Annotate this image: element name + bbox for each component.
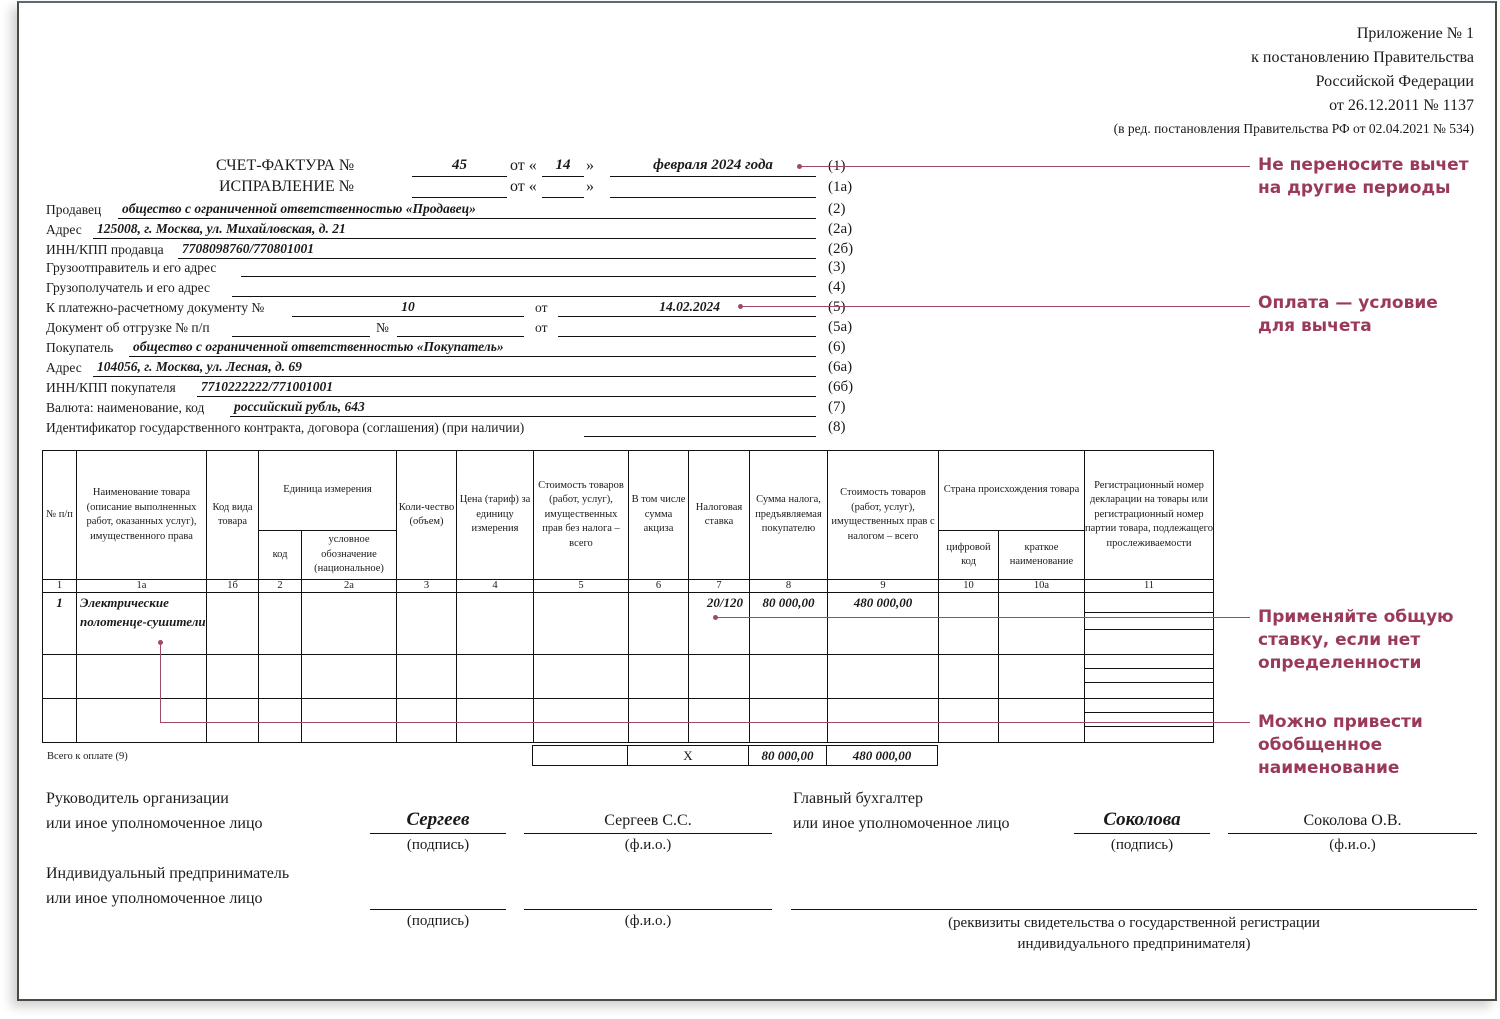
header-price: Цена (тариф) за единицу измерения bbox=[457, 451, 534, 580]
field-label: Адрес bbox=[46, 222, 82, 237]
field-label: К платежно-расчетному документу № bbox=[46, 300, 265, 315]
appendix-title: Приложение № 1 bbox=[1356, 25, 1474, 42]
col-number: 5 bbox=[534, 580, 629, 593]
signature-caption: (подпись) bbox=[406, 837, 470, 853]
signature-caption: (подпись) bbox=[406, 913, 470, 929]
field-value: 7710222222/771001001 bbox=[201, 379, 334, 394]
invoice-from-label: от « bbox=[510, 157, 537, 174]
ip-registration-caption bbox=[791, 913, 1477, 955]
row-registration-number bbox=[1085, 699, 1214, 743]
col-number: 10а bbox=[999, 580, 1085, 593]
field-value: общество с ограниченной ответственностью «Покупатель» bbox=[133, 339, 504, 354]
header-total-with-tax: Стоимость товаров (работ, услуг), имущественных прав с налогом – всего bbox=[828, 451, 939, 580]
payment-doc-number: 10 bbox=[401, 299, 415, 314]
field-label: Грузополучатель и его адрес bbox=[46, 280, 211, 295]
total-sum: 480 000,00 bbox=[827, 746, 938, 766]
field-label: Адрес bbox=[46, 360, 82, 375]
field-value: 125008, г. Москва, ул. Михайловская, д. 21 bbox=[97, 221, 346, 236]
code-1a: (1а) bbox=[828, 179, 853, 195]
callout-line bbox=[160, 643, 161, 723]
callout-line bbox=[160, 722, 1250, 723]
close-quote: » bbox=[586, 178, 594, 195]
header-country-code: цифровой код bbox=[939, 531, 999, 580]
annotation-text: наименование bbox=[1258, 758, 1400, 778]
total-tax: 80 000,00 bbox=[749, 746, 827, 766]
field-value: 104056, г. Москва, ул. Лесная, д. 69 bbox=[97, 359, 302, 374]
ip-label-line-1: Индивидуальный предприниматель bbox=[46, 865, 290, 882]
row-country-code bbox=[939, 593, 999, 655]
field-value: российский рубль, 643 bbox=[234, 399, 365, 414]
annotation-text: ставку, если нет bbox=[1258, 630, 1421, 650]
col-number: 6 bbox=[629, 580, 689, 593]
appendix-line-3: Российской Федерации bbox=[1315, 73, 1474, 90]
annotation-general-rate bbox=[1258, 606, 1454, 675]
field-label: Валюта: наименование, код bbox=[46, 400, 205, 415]
name-caption: (ф.и.о.) bbox=[624, 837, 672, 853]
header-cost-no-tax: Стоимость товаров (работ, услуг), имущественных прав без налога – всего bbox=[534, 451, 629, 580]
row-total-with-tax: 480 000,00 bbox=[828, 593, 939, 655]
col-number: 1 bbox=[43, 580, 77, 593]
field-label: Продавец bbox=[46, 202, 102, 217]
close-quote: » bbox=[586, 157, 594, 174]
chief-label-line-2: или иное уполномоченное лицо bbox=[793, 815, 1010, 832]
name-caption: (ф.и.о.) bbox=[1329, 837, 1376, 853]
annotation-text: Не переносите вычет bbox=[1258, 155, 1469, 175]
name-caption: (ф.и.о.) bbox=[624, 913, 672, 929]
callout-line bbox=[800, 166, 1250, 167]
invoice-table bbox=[42, 450, 1214, 743]
header-country-name: краткое наименование bbox=[999, 531, 1085, 580]
col-number: 1б bbox=[207, 580, 259, 593]
annotation-text: обобщенное bbox=[1258, 735, 1383, 755]
col-number: 7 bbox=[689, 580, 750, 593]
row-unit-name bbox=[302, 593, 397, 655]
row-unit-code bbox=[259, 593, 302, 655]
head-label-line-2: или иное уполномоченное лицо bbox=[46, 815, 263, 832]
header-registration-number: Регистрационный номер декларации на товары или регистрационный номер партии товара, подлежащего прослеживаемости bbox=[1085, 451, 1214, 580]
field-code: (6б) bbox=[828, 379, 854, 395]
annotation-text: Оплата — условие bbox=[1258, 293, 1438, 313]
field-value: общество с ограниченной ответственностью «Продавец» bbox=[122, 201, 476, 216]
header-tax-rate: Налоговая ставка bbox=[689, 451, 750, 580]
appendix-line-4: от 26.12.2011 № 1137 bbox=[1329, 97, 1474, 114]
invoice-month-year: февраля 2024 года bbox=[653, 157, 773, 173]
col-number: 8 bbox=[750, 580, 828, 593]
callout-line bbox=[716, 617, 1250, 618]
ip-reg-caption-line-1: (реквизиты свидетельства о государственной регистрации bbox=[948, 915, 1320, 931]
row-price bbox=[457, 593, 534, 655]
annotation-text: Применяйте общую bbox=[1258, 607, 1454, 627]
invoice-day: 14 bbox=[555, 157, 571, 173]
row-cost-no-tax bbox=[534, 593, 629, 655]
row-tax-amount: 80 000,00 bbox=[750, 593, 828, 655]
header-country-group: Страна происхождения товара bbox=[939, 451, 1085, 531]
header-num: № п/п bbox=[43, 451, 77, 580]
column-numbers-row bbox=[43, 580, 1214, 593]
field-code: (5а) bbox=[828, 319, 853, 335]
code-1: (1) bbox=[828, 158, 846, 174]
col-number: 11 bbox=[1085, 580, 1214, 593]
col-number: 10 bbox=[939, 580, 999, 593]
field-code: (2) bbox=[828, 201, 846, 217]
col-number: 1а bbox=[77, 580, 207, 593]
field-code: (7) bbox=[828, 399, 846, 415]
field-label: Грузоотправитель и его адрес bbox=[46, 260, 217, 275]
signature-caption: (подпись) bbox=[1110, 837, 1174, 853]
field-label: ИНН/КПП покупателя bbox=[46, 380, 176, 395]
correction-from-label: от « bbox=[510, 178, 537, 195]
total-excise: X bbox=[628, 746, 749, 766]
header-tax-amount: Сумма налога, предъявляемая покупателю bbox=[750, 451, 828, 580]
field-from-label: от bbox=[535, 320, 548, 335]
header-quantity: Коли-чество (объем) bbox=[397, 451, 457, 580]
field-label: Идентификатор государственного контракта, договора (соглашения) (при наличии) bbox=[46, 420, 525, 435]
correction-label: ИСПРАВЛЕНИЕ № bbox=[219, 178, 355, 195]
table-row bbox=[43, 593, 1214, 655]
total-label: Всего к оплате (9) bbox=[47, 751, 128, 762]
callout-line bbox=[741, 306, 1250, 307]
col-number: 9 bbox=[828, 580, 939, 593]
col-number: 2а bbox=[302, 580, 397, 593]
annotation-deduction-period bbox=[1258, 154, 1469, 200]
invoice-title-label: СЧЕТ-ФАКТУРА № bbox=[216, 157, 355, 174]
row-excise bbox=[629, 593, 689, 655]
chief-accountant-label bbox=[793, 786, 1010, 836]
field-code: (2а) bbox=[828, 221, 853, 237]
head-signature: Сергеев bbox=[406, 809, 470, 830]
field-code: (3) bbox=[828, 259, 846, 275]
row-registration-number bbox=[1085, 655, 1214, 699]
ip-label bbox=[46, 861, 289, 911]
item-name-text: Электрические полотенце-сушители bbox=[80, 595, 206, 629]
col-number: 2 bbox=[259, 580, 302, 593]
ip-label-line-2: или иное уполномоченное лицо bbox=[46, 890, 263, 907]
appendix-header bbox=[1251, 22, 1474, 118]
field-code: (8) bbox=[828, 419, 846, 435]
invoice-number: 45 bbox=[452, 157, 467, 173]
field-label: Документ об отгрузке № п/п bbox=[46, 320, 210, 335]
head-name: Сергеев С.С. bbox=[604, 812, 692, 829]
field-code: (4) bbox=[828, 279, 846, 295]
annotation-payment-condition bbox=[1258, 292, 1438, 338]
annotation-text: Можно привести bbox=[1258, 712, 1423, 732]
field-code: (6а) bbox=[828, 359, 853, 375]
totals-table bbox=[532, 745, 938, 766]
field-code: (2б) bbox=[828, 241, 854, 257]
field-label: ИНН/КПП продавца bbox=[46, 242, 164, 257]
header-unit-name: условное обозначение (национальное) bbox=[302, 531, 397, 580]
header-unit-code: код bbox=[259, 531, 302, 580]
field-value: 7708098760/770801001 bbox=[182, 241, 315, 256]
chief-label-line-1: Главный бухгалтер bbox=[793, 790, 923, 807]
header-name: Наименование товара (описание выполненных работ, оказанных услуг), имущественного права bbox=[77, 451, 207, 580]
field-code: (6) bbox=[828, 339, 846, 355]
header-kind-code: Код вида товара bbox=[207, 451, 259, 580]
ip-reg-caption-line-2: индивидуального предпринимателя) bbox=[1017, 936, 1251, 952]
header-excise: В том числе сумма акциза bbox=[629, 451, 689, 580]
annotation-text: на другие периоды bbox=[1258, 178, 1451, 198]
field-no-label: № bbox=[376, 320, 389, 335]
appendix-line-2: к постановлению Правительства bbox=[1251, 49, 1474, 66]
row-num: 1 bbox=[43, 593, 77, 655]
row-registration-number bbox=[1085, 593, 1214, 655]
annotation-text: определенности bbox=[1258, 653, 1422, 673]
header-unit-group: Единица измерения bbox=[259, 451, 397, 531]
row-country-name bbox=[999, 593, 1085, 655]
chief-signature: Соколова bbox=[1103, 809, 1181, 830]
annotation-text: для вычета bbox=[1258, 316, 1372, 336]
field-from-label: от bbox=[535, 300, 548, 315]
payment-doc-date: 14.02.2024 bbox=[659, 299, 720, 314]
row-kind-code bbox=[207, 593, 259, 655]
annotation-generic-name bbox=[1258, 711, 1423, 780]
table-row bbox=[43, 655, 1214, 699]
row-tax-rate: 20/120 bbox=[689, 593, 750, 655]
head-label bbox=[46, 786, 263, 836]
field-label: Покупатель bbox=[46, 340, 114, 355]
col-number: 4 bbox=[457, 580, 534, 593]
field-code: (5) bbox=[828, 299, 846, 315]
row-quantity bbox=[397, 593, 457, 655]
edition-note: (в ред. постановления Правительства РФ от 02.04.2021 № 534) bbox=[1113, 121, 1474, 136]
col-number: 3 bbox=[397, 580, 457, 593]
table-row bbox=[43, 699, 1214, 743]
head-label-line-1: Руководитель организации bbox=[46, 790, 229, 807]
chief-name: Соколова О.В. bbox=[1303, 812, 1402, 829]
total-cost-no-tax bbox=[533, 746, 628, 766]
row-item-name bbox=[77, 593, 207, 655]
